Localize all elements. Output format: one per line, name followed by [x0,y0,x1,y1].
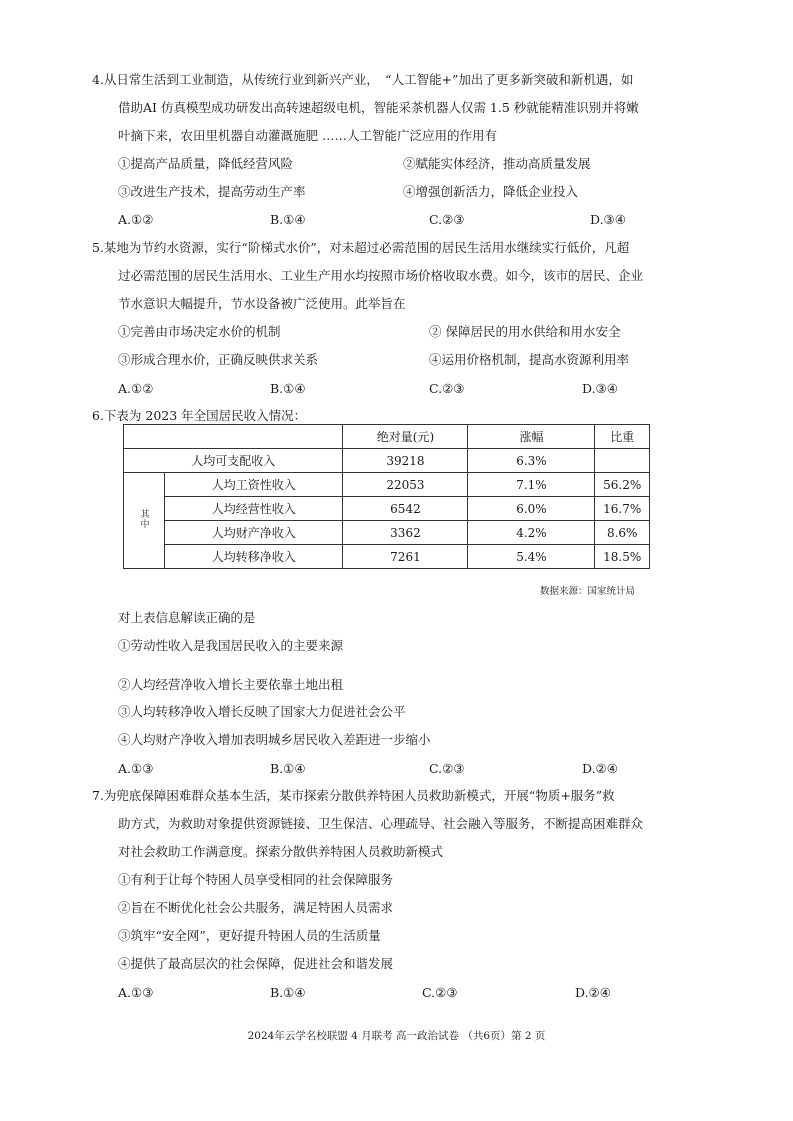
q5-stem-line-1: 5.某地为节约水资源，实行“阶梯式水价”，对未超过必需范围的居民生活用水继续实行低价，凡超 [92,240,630,255]
row-absolute: 6542 [343,497,468,521]
q4-statement-2: ②赋能实体经济，推动高质量发展 [403,156,591,171]
row-label: 人均工资性收入 [165,473,343,497]
q6-statement-2: ②人均经营净收入增长主要依靠土地出租 [118,677,344,692]
income-table [123,424,650,569]
row-absolute: 3362 [343,521,468,545]
row-growth: 4.2% [468,521,595,545]
q6-prompt: 对上表信息解读正确的是 [118,610,256,625]
q4-statement-3: ③改进生产技术，提高劳动生产率 [118,184,306,199]
q5-statement-3: ③形成合理水价，正确反映供求关系 [118,352,319,367]
q6-intro: 6.下表为 2023 年全国居民收入情况： [92,408,307,423]
q6-choice-d[interactable]: D.②④ [582,761,618,776]
row-absolute: 7261 [343,545,468,569]
q6-choice-b[interactable]: B.①④ [270,761,306,776]
group-label: 其中 [138,509,149,529]
q5-statement-4: ④运用价格机制，提高水资源利用率 [429,352,630,367]
q7-statement-1: ①有利于让每个特困人员享受相同的社会保障服务 [118,872,394,887]
q6-statement-4: ④人均财产净收入增加表明城乡居民收入差距进一步缩小 [118,732,431,747]
q4-stem-line-3: 叶摘下来，农田里机器自动灌溉施肥 ……人工智能广泛应用的作用有 [118,128,497,143]
table-header-share: 比重 [595,425,650,449]
q7-choice-d[interactable]: D.②④ [575,985,611,1000]
q7-statement-4: ④提供了最高层次的社会保障，促进社会和谐发展 [118,956,394,971]
row-growth: 6.3% [468,449,595,473]
table-header-growth: 涨幅 [468,425,595,449]
table-header-row [124,425,650,449]
page-footer: 2024年云学名校联盟 4 月联考 高一政治试卷 （共6页）第 2 页 [247,1030,546,1042]
table-row [124,497,650,521]
q4-stem-line-1: 4.从日常生活到工业制造，从传统行业到新兴产业， “人工智能+”加出了更多新突破和新机遇，如 [92,72,634,87]
row-share: 18.5% [595,545,650,569]
row-growth: 7.1% [468,473,595,497]
q6-statement-1: ①劳动性收入是我国居民收入的主要来源 [118,638,344,653]
q6-choice-c[interactable]: C.②③ [429,761,465,776]
q6-statement-3: ③人均转移净收入增长反映了国家大力促进社会公平 [118,704,406,719]
q5-choice-d[interactable]: D.③④ [582,381,618,396]
row-share: 56.2% [595,473,650,497]
q4-stem-line-2: 借助AI 仿真模型成功研发出高转速超级电机，智能采茶机器人仅需 1.5 秒就能精准识别并将嫩 [118,100,639,115]
q4-statement-1: ①提高产品质量，降低经营风险 [118,156,294,171]
table-source: 数据来源：国家统计局 [540,586,636,597]
q5-statement-1: ①完善由市场决定水价的机制 [118,324,281,339]
row-label: 人均转移净收入 [165,545,343,569]
row-share: 8.6% [595,521,650,545]
q4-choice-a[interactable]: A.①② [118,212,154,227]
row-share [595,449,650,473]
q7-stem-line-1: 7.为兜底保障困难群众基本生活，某市探索分散供养特困人员救助新模式，开展“物质+服务”救 [92,788,615,803]
q7-stem-line-3: 对社会救助工作满意度。探索分散供养特困人员救助新模式 [118,844,444,859]
q7-choice-a[interactable]: A.①③ [118,985,154,1000]
q7-statement-3: ③筑牢“安全网”，更好提升特困人员的生活质量 [118,928,381,943]
q5-stem-line-3: 节水意识大幅提升，节水设备被广泛使用。此举旨在 [118,296,406,311]
q7-stem-line-2: 助方式，为救助对象提供资源链接、卫生保洁、心理疏导、社会融入等服务，不断提高困难群众 [118,816,644,831]
row-share: 16.7% [595,497,650,521]
q6-choice-a[interactable]: A.①③ [118,761,154,776]
table-header-absolute: 绝对量(元) [343,425,468,449]
q4-choice-c[interactable]: C.②③ [429,212,465,227]
q5-statement-2: ② 保障居民的用水供给和用水安全 [429,324,621,339]
row-absolute: 22053 [343,473,468,497]
row-growth: 5.4% [468,545,595,569]
row-label: 人均经营性收入 [165,497,343,521]
q4-statement-4: ④增强创新活力，降低企业投入 [403,184,579,199]
row-label: 人均可支配收入 [124,449,343,473]
q5-choice-c[interactable]: C.②③ [429,381,465,396]
q5-stem-line-2: 过必需范围的居民生活用水、工业生产用水均按照市场价格收取水费。如今，该市的居民、企业 [118,268,644,283]
q4-choice-d[interactable]: D.③④ [590,212,626,227]
table-row [124,449,650,473]
table-row [124,521,650,545]
row-label: 人均财产净收入 [165,521,343,545]
q7-statement-2: ②旨在不断优化社会公共服务，满足特困人员需求 [118,900,394,915]
q5-choice-b[interactable]: B.①④ [270,381,306,396]
row-absolute: 39218 [343,449,468,473]
row-growth: 6.0% [468,497,595,521]
table-row [124,473,650,497]
q7-choice-c[interactable]: C.②③ [422,985,458,1000]
q7-choice-b[interactable]: B.①④ [270,985,306,1000]
table-row [124,545,650,569]
group-label-cell [124,473,165,569]
q5-choice-a[interactable]: A.①② [118,381,154,396]
table-header-empty [124,425,343,449]
q4-choice-b[interactable]: B.①④ [270,212,306,227]
